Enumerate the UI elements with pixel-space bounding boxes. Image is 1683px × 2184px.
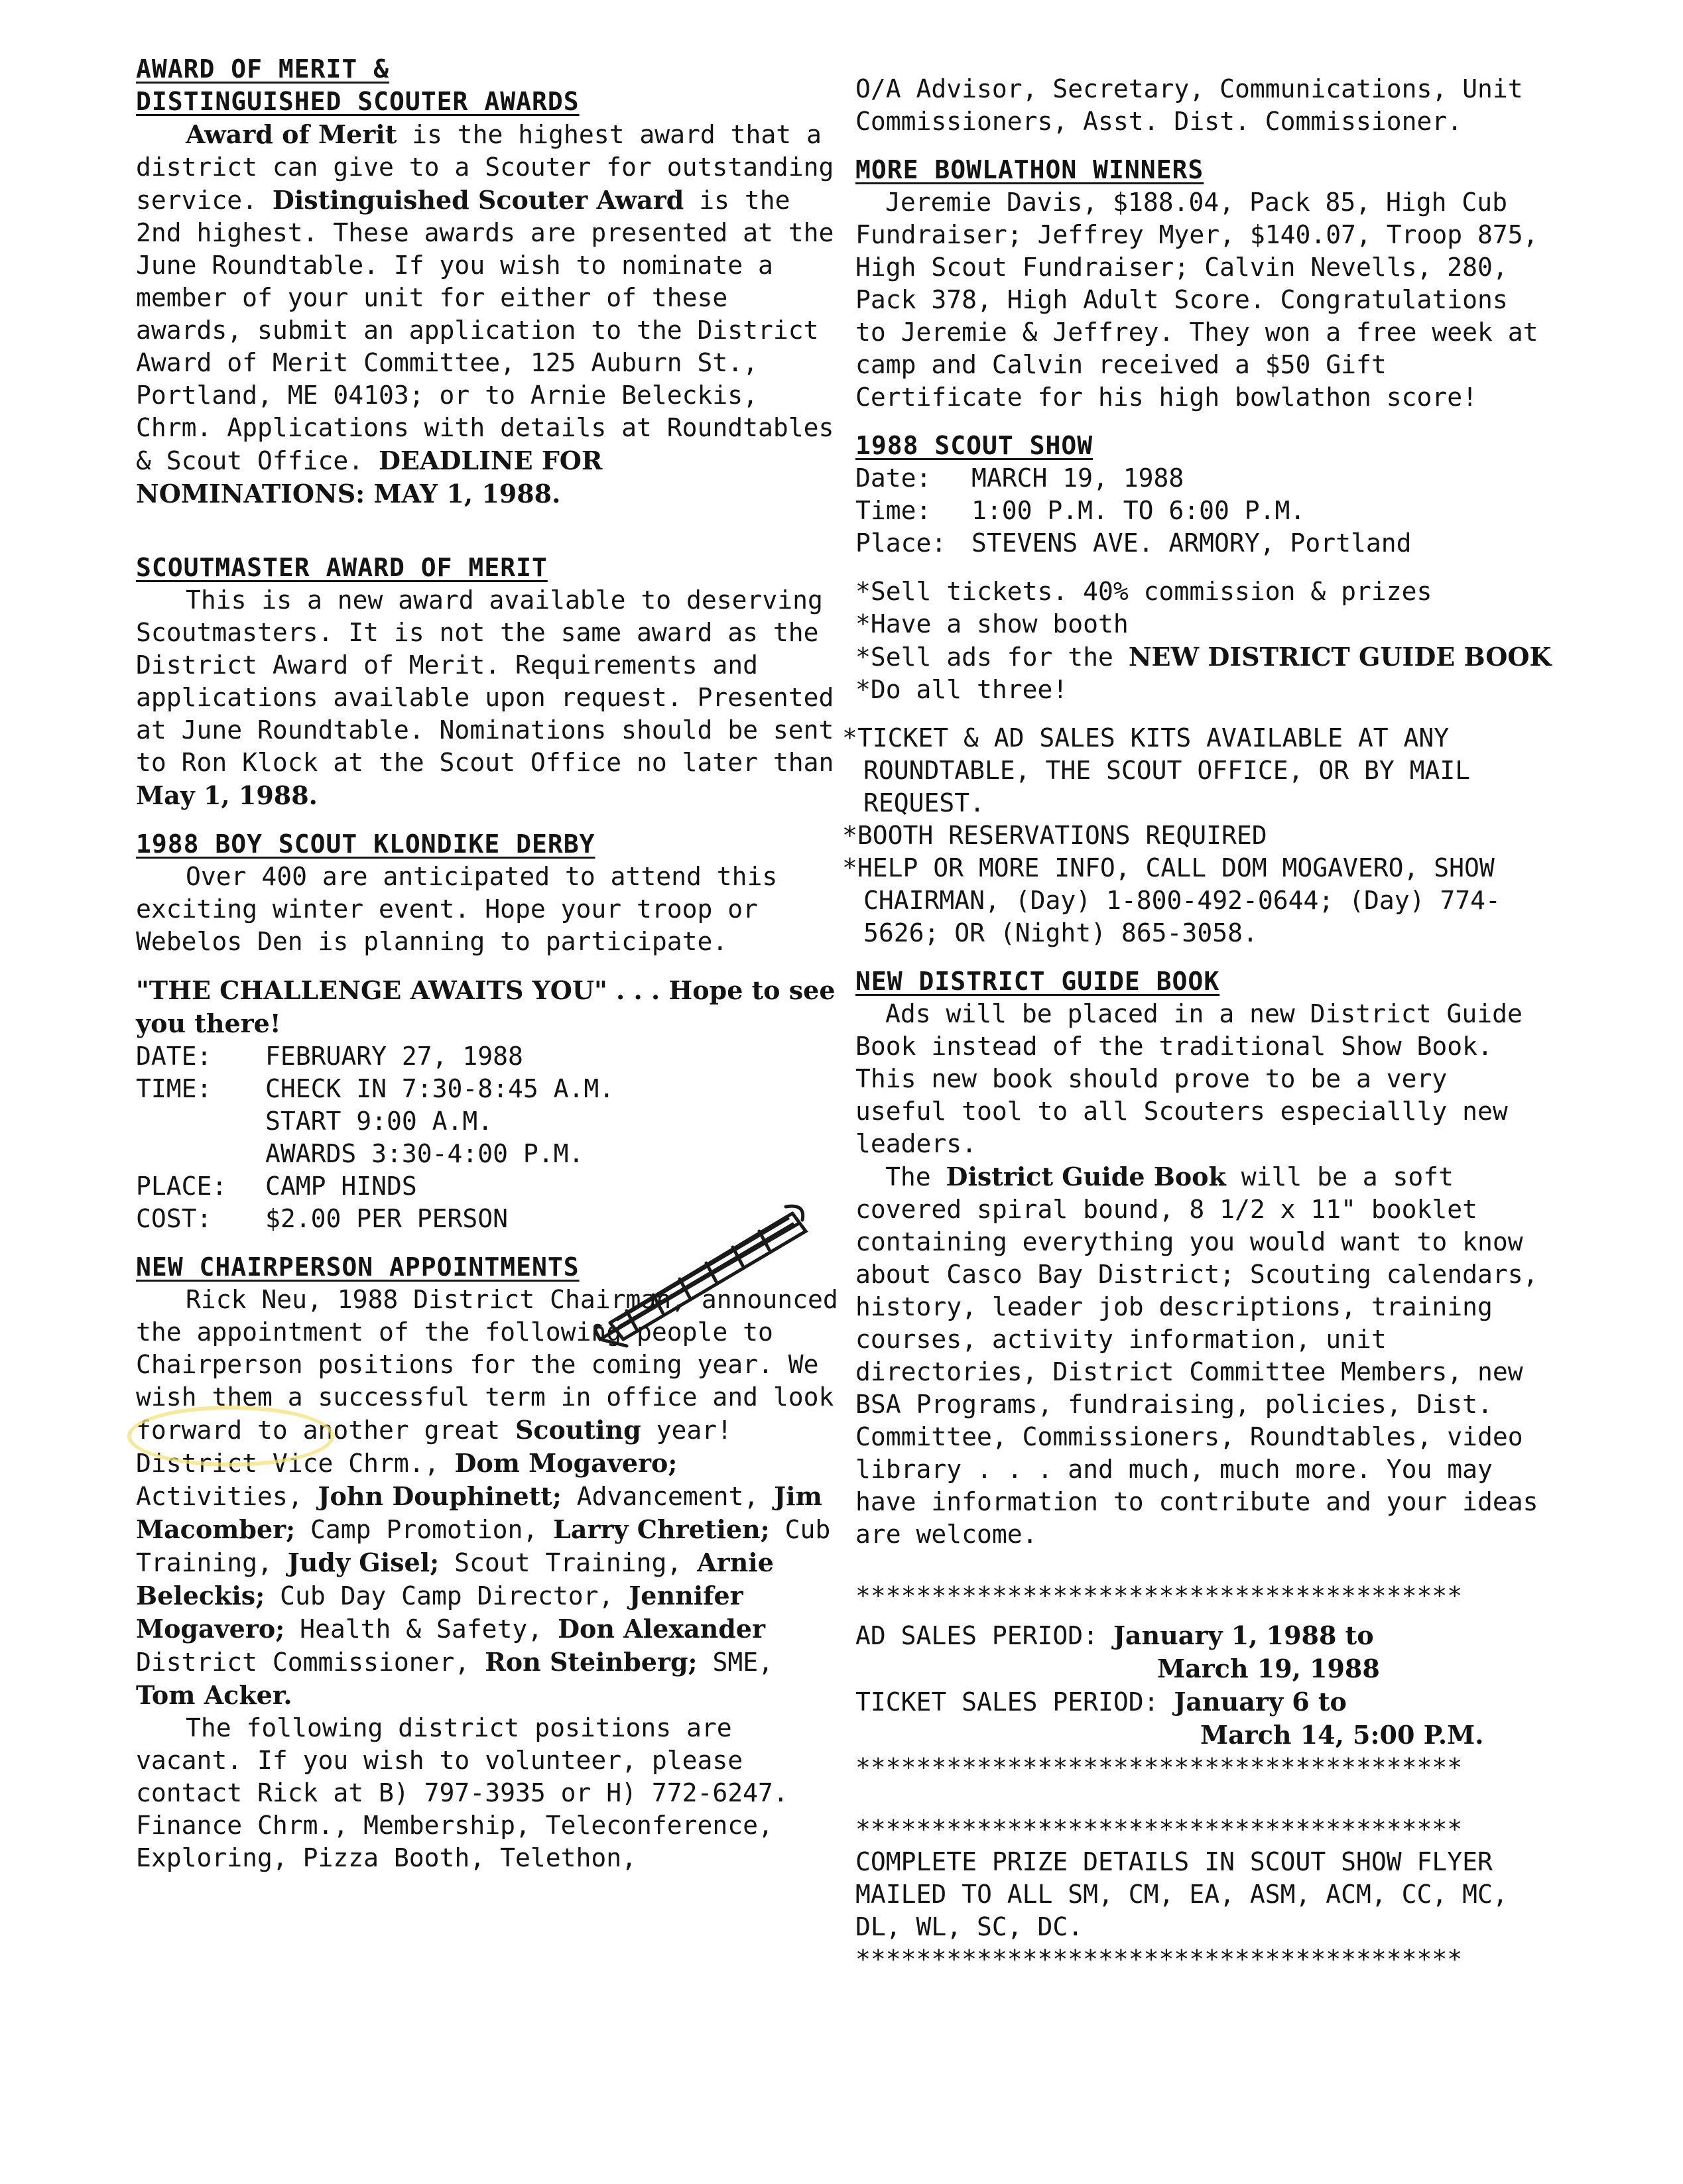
distinguished-scouter-bold: Distinguished Scouter Award bbox=[272, 185, 684, 215]
award-of-merit-bold: Award of Merit bbox=[186, 119, 397, 149]
show-option-4: *Do all three! bbox=[855, 675, 1068, 704]
appointee-sme: Tom Acker. bbox=[136, 1680, 292, 1710]
chairperson-text-7: Scout Training, bbox=[439, 1548, 698, 1577]
ticket-sales-period bbox=[855, 1685, 1552, 1719]
show-note-kits: *TICKET & AD SALES KITS AVAILABLE AT ANY ROUNDTABLE, THE SCOUT OFFICE, OR BY MAIL REQUEST. bbox=[842, 723, 1471, 818]
guide-book-bold: District Guide Book bbox=[946, 1162, 1226, 1191]
show-option-2: *Have a show booth bbox=[855, 609, 1129, 638]
appointee-scout-training: Arnie Beleckis; bbox=[136, 1547, 774, 1610]
award-of-merit-section bbox=[136, 53, 839, 511]
prize-details-box bbox=[855, 1813, 1552, 1976]
show-place-label: Place: bbox=[855, 528, 947, 558]
show-option-3 bbox=[855, 640, 1552, 674]
show-note-booth: *BOOTH RESERVATIONS REQUIRED bbox=[842, 821, 1267, 850]
award-of-merit-text-1: is the highest award that a district can give to a Scouter for outstanding service. bbox=[136, 120, 834, 215]
klondike-derby-body: Over 400 are anticipated to attend this exciting winter event. Hope your troop or Webelos Den is planning to participate. bbox=[136, 862, 778, 956]
ad-sales-period bbox=[855, 1619, 1552, 1652]
right-column bbox=[842, 73, 1552, 1976]
highlighter-mark bbox=[127, 1406, 334, 1467]
chairperson-text-11: SME, bbox=[697, 1648, 773, 1677]
klondike-date-label: DATE: bbox=[136, 1042, 212, 1071]
appointee-cub-day-camp: Jennifer Mogavero; bbox=[136, 1581, 743, 1644]
show-time-row bbox=[855, 495, 1552, 527]
guide-book-section bbox=[855, 965, 1552, 1551]
sled-illustration bbox=[587, 1190, 816, 1349]
chairperson-text-5: Camp Promotion, bbox=[295, 1515, 554, 1544]
appointee-camp-promotion: Larry Chretien; bbox=[553, 1514, 770, 1544]
chairperson-text-2: year! District Vice Chrm., bbox=[136, 1416, 732, 1478]
appointee-advancement: Jim Macomber; bbox=[136, 1481, 822, 1544]
prize-details-text: COMPLETE PRIZE DETAILS IN SCOUT SHOW FLYER MAILED TO ALL SM, CM, EA, ASM, ACM, CC, MC, DL, WL, SC, DC. bbox=[855, 1847, 1508, 1941]
award-of-merit-heading-line1: AWARD OF MERIT & bbox=[136, 54, 390, 84]
chairperson-text-9: Health & Safety, bbox=[284, 1614, 558, 1644]
ticket-sales-end-row bbox=[855, 1719, 1552, 1752]
klondike-awards: AWARDS 3:30-4:00 P.M. bbox=[265, 1139, 584, 1168]
show-option-3-bold: NEW DISTRICT GUIDE BOOK bbox=[1128, 642, 1552, 672]
bowlathon-heading: MORE BOWLATHON WINNERS bbox=[855, 155, 1204, 184]
klondike-check-in: CHECK IN 7:30-8:45 A.M. bbox=[265, 1074, 615, 1103]
klondike-date-value: FEBRUARY 27, 1988 bbox=[265, 1042, 523, 1071]
klondike-time-label: TIME: bbox=[136, 1074, 212, 1103]
bowlathon-section bbox=[855, 154, 1552, 414]
guide-book-p2-text-2: will be a soft covered spiral bound, 8 1/2 x 11" booklet containing everything you would want to know about Casco Bay District; Scouting calendars, history, leader job descriptions, training courses, activity information, unit directories, District Committee Members, new BSA Programs, fundraising, policies, Dist. Committee, Commissioners, Roundtables, video library . . . and much, much more. You may have information to contribute and your ideas are welcome. bbox=[855, 1162, 1538, 1549]
show-place-value: STEVENS AVE. ARMORY, Portland bbox=[971, 528, 1412, 558]
ad-sales-start: January 1, 1988 to bbox=[1113, 1620, 1374, 1650]
scouting-bold: Scouting bbox=[515, 1415, 641, 1445]
appointee-cub-training: Judy Gisel; bbox=[287, 1547, 440, 1577]
guide-book-p2 bbox=[855, 1160, 1552, 1551]
chairperson-text-8: Cub Day Camp Director, bbox=[265, 1581, 629, 1610]
show-option-3-text: *Sell ads for the bbox=[855, 642, 1129, 672]
scoutmaster-award-heading: SCOUTMASTER AWARD OF MERIT bbox=[136, 553, 548, 582]
chairperson-text-6: Cub Training, bbox=[136, 1515, 831, 1577]
chairperson-heading: NEW CHAIRPERSON APPOINTMENTS bbox=[136, 1252, 580, 1282]
ad-sales-end: March 19, 1988 bbox=[1157, 1654, 1380, 1683]
continued-positions: O/A Advisor, Secretary, Communications, Unit Commissioners, Asst. Dist. Commissioner. bbox=[855, 74, 1523, 136]
appointee-activities: John Douphinett; bbox=[318, 1481, 562, 1511]
show-time-value: 1:00 P.M. TO 6:00 P.M. bbox=[971, 496, 1306, 525]
show-time-label: Time: bbox=[855, 496, 932, 525]
show-note-help: *HELP OR MORE INFO, CALL DOM MOGAVERO, SHOW CHAIRMAN, (Day) 1-800-492-0644; (Day) 774-5626; OR (Night) 865-3058. bbox=[842, 853, 1501, 947]
klondike-place-value: CAMP HINDS bbox=[265, 1172, 417, 1201]
chairperson-text-1: Rick Neu, 1988 District Chairman, announced the appointment of the following people to Chairperson positions for the coming year. We wish them a successful term in office and look forward to another great bbox=[136, 1285, 838, 1445]
klondike-cost-value: $2.00 PER PERSON bbox=[265, 1204, 509, 1233]
bowlathon-body: Jeremie Davis, $188.04, Pack 85, High Cub Fundraiser; Jeffrey Myer, $140.07, Troop 875, High Scout Fundraiser; Calvin Nevells, 280, Pack 378, High Adult Score. Congratulations to Jeremie & Jeffrey. They won a free week at camp and Calvin received a $50 Gift Certificate for his high bowlathon score! bbox=[855, 188, 1538, 412]
ticket-sales-start: January 6 to bbox=[1174, 1687, 1347, 1717]
guide-book-p2-text-1: The bbox=[885, 1162, 946, 1191]
klondike-tagline-text: "THE CHALLENGE AWAITS YOU" . . . Hope to see you there! bbox=[136, 975, 836, 1038]
chairperson-text-4: Advancement, bbox=[561, 1482, 775, 1511]
vacant-positions-text: The following district positions are vacant. If you wish to volunteer, please contact Rick at B) 797-3935 or H) 772-6247. bbox=[136, 1713, 788, 1807]
scoutmaster-award-text: This is a new award available to deserving Scoutmasters. It is not the same award as the District Award of Merit. Requirements and applications available upon request. Presented at June Roundtable. Nominations should be sent to Ron Klock at the Scout Office no later than bbox=[136, 585, 834, 777]
show-date-value: MARCH 19, 1988 bbox=[971, 463, 1184, 493]
klondike-place-label: PLACE: bbox=[136, 1172, 227, 1201]
ad-sales-end-row bbox=[855, 1652, 1552, 1685]
vacant-positions-list: Finance Chrm., Membership, Teleconference, Exploring, Pizza Booth, Telethon, bbox=[136, 1811, 773, 1872]
left-column bbox=[136, 53, 839, 1874]
guide-book-heading: NEW DISTRICT GUIDE BOOK bbox=[855, 967, 1220, 996]
scout-show-heading: 1988 SCOUT SHOW bbox=[855, 431, 1093, 460]
award-of-merit-heading-line2: DISTINGUISHED SCOUTER AWARDS bbox=[136, 87, 580, 116]
nomination-deadline: DEADLINE FOR NOMINATIONS: MAY 1, 1988. bbox=[136, 446, 603, 509]
chairperson-text-10: District Commissioner, bbox=[136, 1648, 485, 1677]
award-of-merit-text-2: is the 2nd highest. These awards are presented at the June Roundtable. If you wish to nominate a member of your unit for either of these awards, submit an application to the District Award of Merit Committee, 125 Auburn St., Portland, ME 04103; or to Arnie Beleckis, Chrm. Applications with details at Roundtables & Scout Office. bbox=[136, 186, 834, 475]
show-place-row bbox=[855, 527, 1552, 560]
scoutmaster-award-deadline: May 1, 1988. bbox=[136, 780, 318, 810]
guide-book-p1: Ads will be placed in a new District Guide Book instead of the traditional Show Book. This new book should prove to be a very useful tool to all Scouters especiallly new leaders. bbox=[855, 999, 1523, 1158]
appointee-district-commissioner: Ron Steinberg; bbox=[485, 1647, 698, 1677]
show-option-1: *Sell tickets. 40% commission & prizes bbox=[855, 577, 1432, 606]
stars-divider-2: **************************************** bbox=[855, 1753, 1463, 1782]
ticket-sales-label: TICKET SALES PERIOD: bbox=[855, 1687, 1174, 1717]
appointee-vice-chair: Dom Mogavero; bbox=[454, 1448, 678, 1478]
scoutmaster-award-body bbox=[136, 584, 839, 812]
klondike-cost-label: COST: bbox=[136, 1204, 212, 1233]
klondike-derby-section bbox=[136, 828, 839, 1235]
scoutmaster-award-section bbox=[136, 552, 839, 812]
klondike-derby-heading: 1988 BOY SCOUT KLONDIKE DERBY bbox=[136, 829, 595, 859]
chairperson-text-3: Activities, bbox=[136, 1482, 318, 1511]
stars-divider-4: **************************************** bbox=[855, 1945, 1463, 1974]
ticket-sales-end: March 14, 5:00 P.M. bbox=[1200, 1720, 1484, 1750]
klondike-time-row bbox=[136, 1073, 839, 1170]
stars-divider-3: **************************************** bbox=[855, 1815, 1463, 1844]
show-date-label: Date: bbox=[855, 463, 932, 493]
show-date-row bbox=[855, 462, 1552, 495]
appointee-health-safety: Don Alexander bbox=[558, 1614, 766, 1644]
klondike-time-values bbox=[265, 1073, 614, 1170]
klondike-tagline bbox=[136, 974, 839, 1040]
sales-periods-box bbox=[855, 1580, 1552, 1784]
award-of-merit-body bbox=[136, 118, 839, 511]
scout-show-section bbox=[842, 430, 1552, 949]
ad-sales-label: AD SALES PERIOD: bbox=[855, 1621, 1113, 1650]
klondike-start: START 9:00 A.M. bbox=[265, 1107, 493, 1136]
klondike-date-row bbox=[136, 1040, 839, 1073]
stars-divider-1: **************************************** bbox=[855, 1581, 1463, 1610]
